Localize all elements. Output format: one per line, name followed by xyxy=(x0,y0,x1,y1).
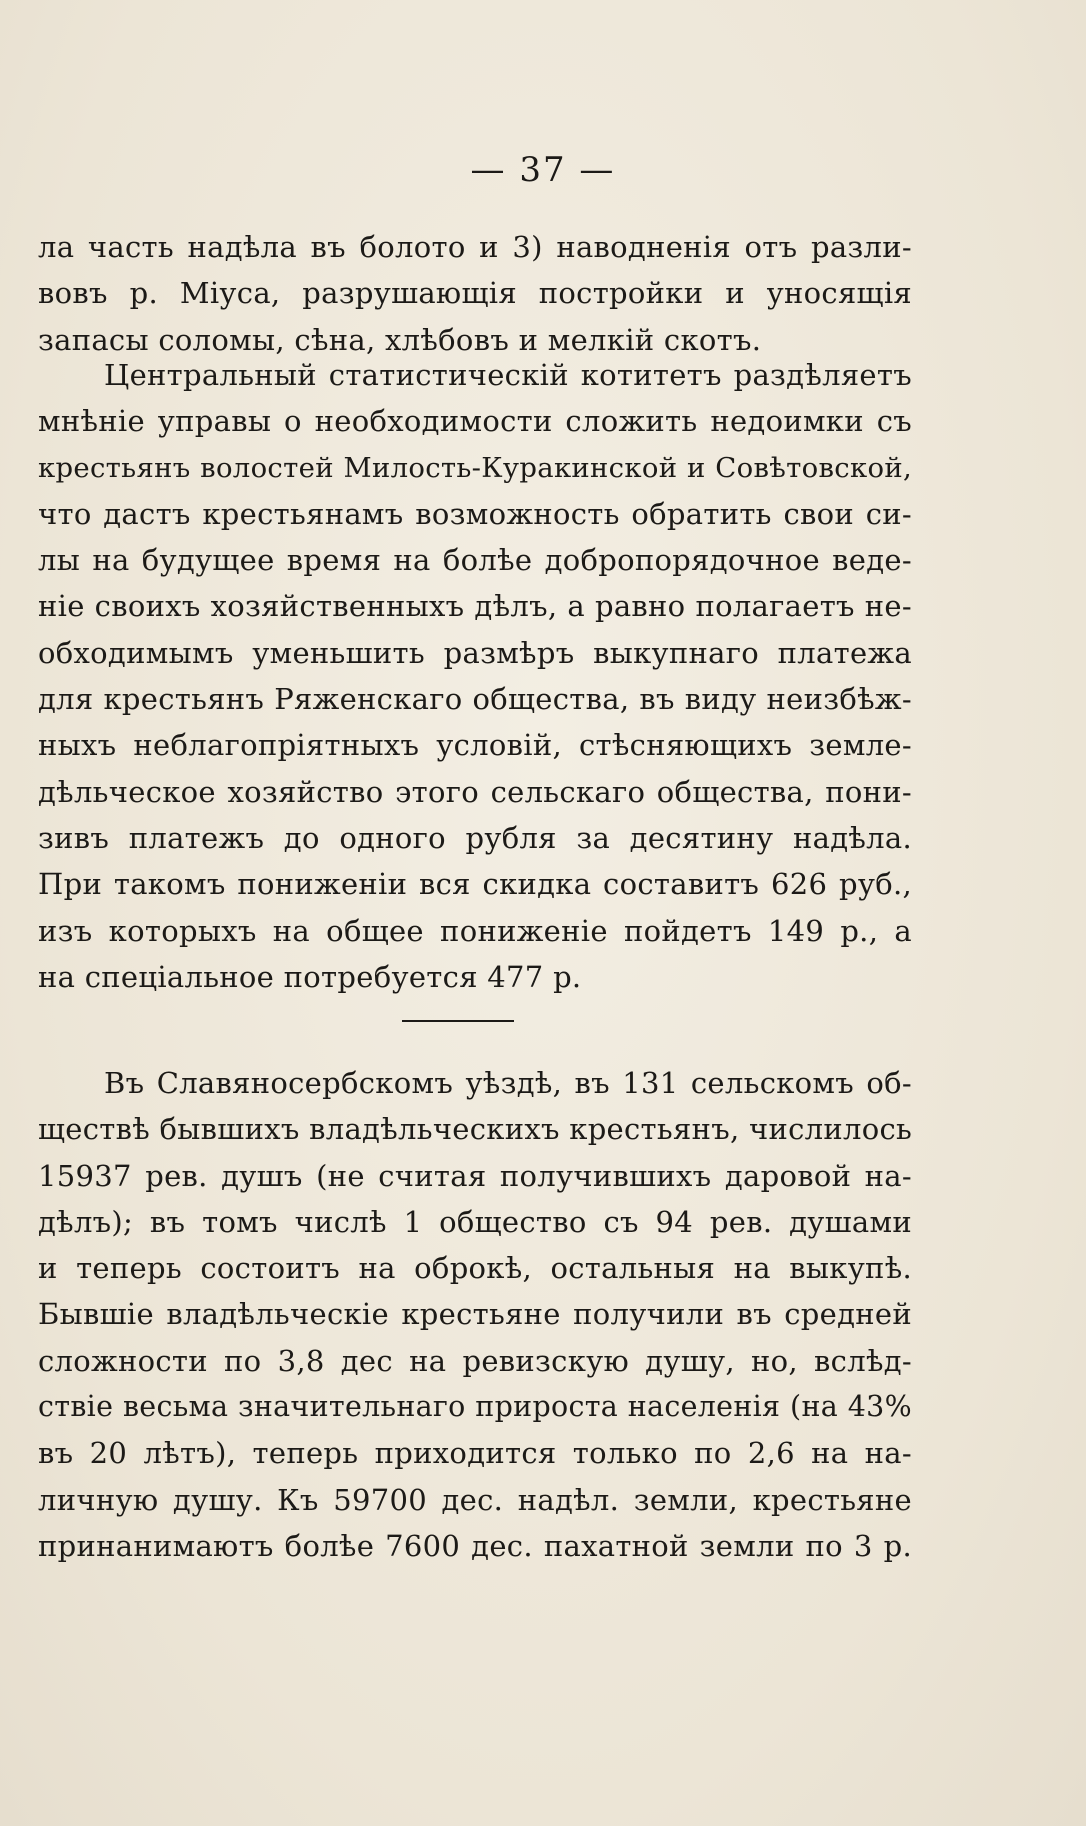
paragraph-committee xyxy=(38,352,912,1000)
text-line: дѣльческое хозяйство этого сельскаго общества, пони- xyxy=(38,774,912,809)
text-line: въ 20 лѣтъ), теперь приходится только по 2,6 на на- xyxy=(38,1436,912,1471)
text-line: ныхъ неблагопріятныхъ условій, стѣсняющихъ земле- xyxy=(38,728,912,763)
text-line: что дастъ крестьянамъ возможность обратить свои си- xyxy=(38,496,912,531)
text-line: сложности по 3,8 дес на ревизскую душу, но, вслѣд- xyxy=(38,1343,912,1378)
section-separator xyxy=(402,1020,514,1022)
text-line: ствіе весьма значительнаго прироста населенія (на 43% xyxy=(38,1390,912,1424)
text-line: и теперь состоитъ на оброкѣ, остальныя на выкупѣ. xyxy=(38,1251,912,1286)
paragraph-continuation xyxy=(38,224,912,363)
page-number: — 37 — xyxy=(470,150,616,190)
text-line: вовъ р. Міуса, разрушающія постройки и уносящія xyxy=(38,276,912,311)
text-line: Въ Славяносербскомъ уѣздѣ, въ 131 сельскомъ об- xyxy=(104,1066,912,1100)
text-line: изъ которыхъ на общее пониженіе пойдетъ 149 р., а xyxy=(38,913,912,948)
paragraph-slavyanoserbsk xyxy=(38,1060,912,1569)
text-line: крестьянъ волостей Милость-Куракинской и Совѣтовской, xyxy=(38,451,912,484)
text-line: ніе своихъ хозяйственныхъ дѣлъ, а равно полагаетъ не- xyxy=(38,589,912,624)
text-line: ла часть надѣла въ болото и 3) наводненія отъ разли- xyxy=(38,230,912,264)
text-line: ществѣ бывшихъ владѣльческихъ крестьянъ, числилось xyxy=(38,1112,913,1147)
text-line: принанимаютъ болѣе 7600 дес. пахатной земли по 3 р. xyxy=(38,1528,912,1563)
text-line: Бывшіе владѣльческіе крестьяне получили въ средней xyxy=(38,1297,912,1332)
text-line: запасы соломы, сѣна, хлѣбовъ и мелкій скотъ. xyxy=(38,322,762,357)
text-line: При такомъ пониженіи вся скидка составитъ 626 руб., xyxy=(38,867,912,902)
text-line: для крестьянъ Ряженскаго общества, въ виду неизбѣж- xyxy=(38,682,912,717)
text-line: лы на будущее время на болѣе добропорядочное веде- xyxy=(38,543,912,578)
text-line: на спеціальное потребуется 477 р. xyxy=(38,959,582,994)
text-line: обходимымъ уменьшить размѣръ выкупнаго платежа xyxy=(38,635,912,670)
text-line: 15937 рев. душъ (не считая получившихъ даровой на- xyxy=(38,1158,912,1193)
text-line: мнѣніе управы о необходимости сложить недоимки съ xyxy=(38,404,912,439)
text-line: личную душу. Къ 59700 дес. надѣл. земли, крестьяне xyxy=(38,1482,912,1517)
text-line: зивъ платежъ до одного рубля за десятину надѣла. xyxy=(38,820,912,855)
text-line: Центральный статистическій котитетъ раздѣляетъ xyxy=(104,358,912,392)
text-line: дѣлъ); въ томъ числѣ 1 общество съ 94 рев. душами xyxy=(38,1204,912,1239)
